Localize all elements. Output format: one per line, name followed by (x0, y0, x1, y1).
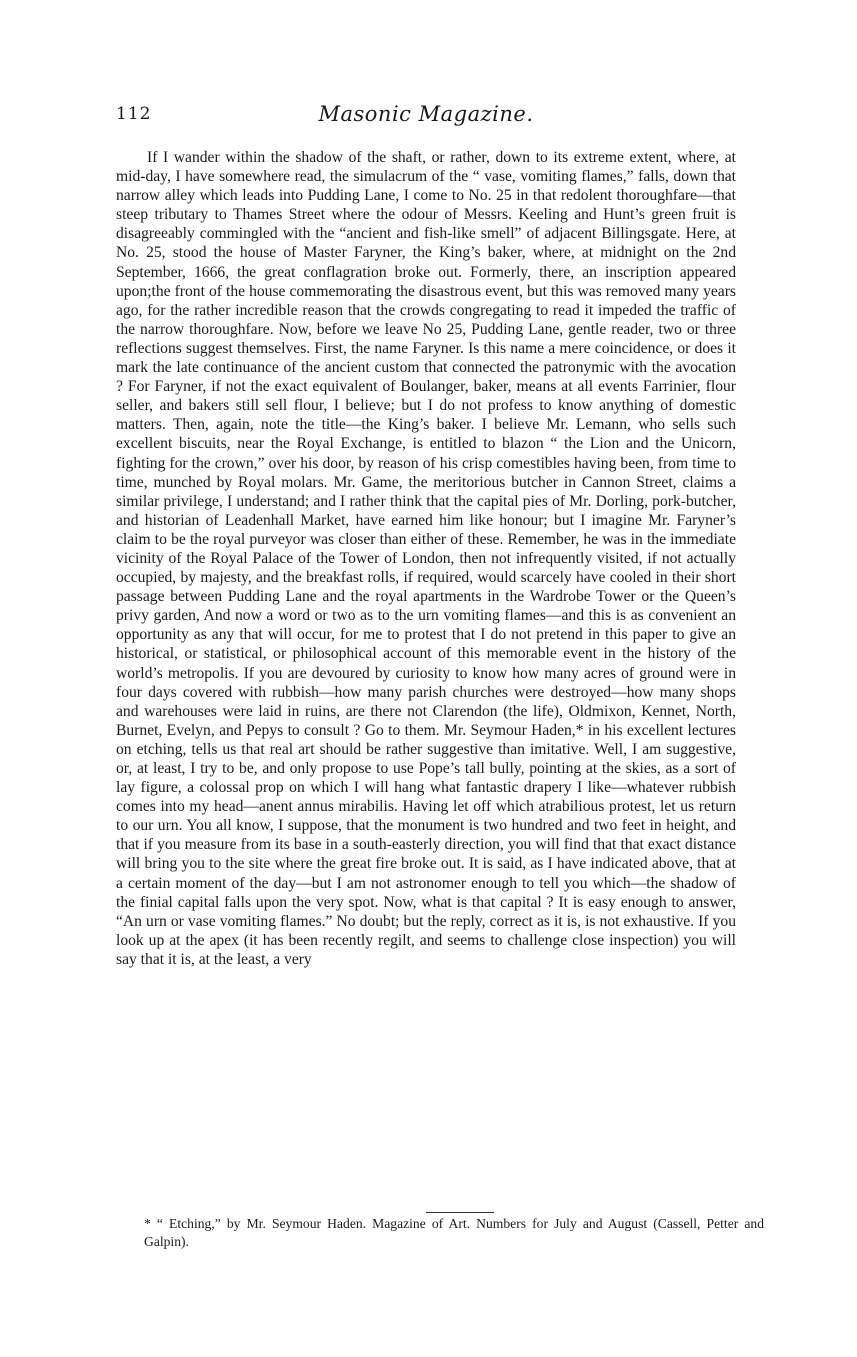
footnote-rule (426, 1212, 494, 1213)
running-head (116, 102, 736, 136)
journal-title: Masonic Magazine. (318, 102, 534, 126)
footnote: * “ Etching,” by Mr. Seymour Haden. Magazine of Art. Numbers for July and August (Cassell, Petter and Galpin). (144, 1216, 764, 1249)
page-number: 112 (116, 104, 152, 124)
article-paragraph: If I wander within the shadow of the shaft, or rather, down to its extreme extent, where, at mid-day, I have somewhere read, the simulacrum of the “ vase, vomiting flames,” falls, down that narrow alley which leads into Pudding Lane, I come to No. 25 in that redolent thoroughfare—that steep tributary to Thames Street where the odour of Messrs. Keeling and Hunt’s green fruit is disagreeably commingled with the “ancient and fish-like smell” of adjacent Billingsgate. Here, at No. 25, stood the house of Master Faryner, the King’s baker, where, at midnight on the 2nd September, 1666, the great conflagration broke out. Formerly, there, an inscription appeared upon;the front of the house commemorating the disastrous event, but this was removed many years ago, for the rather incredible reason that the crowds congregating to read it impeded the traffic of the narrow thoroughfare. Now, before we leave No 25, Pudding Lane, gentle reader, two or three reflections suggest themselves. First, the name Faryner. Is this name a mere coincidence, or does it mark the late continuance of the ancient custom that connected the patronymic with the avocation ? For Faryner, if not the exact equivalent of Boulanger, baker, means at all events Farrinier, flour seller, and bakers still sell flour, I believe; but I do not profess to know anything of domestic matters. Then, again, note the title—the King’s baker. I believe Mr. Lemann, who sells such excellent biscuits, near the Royal Exchange, is entitled to blazon “ the Lion and the Unicorn, fighting for the crown,” over his door, by reason of his crisp comestibles having been, from time to time, munched by Royal molars. Mr. Game, the meritorious butcher in Cannon Street, claims a similar privilege, I understand; and I rather think that the capital pies of Mr. Dorling, pork-butcher, and historian of Leadenhall Market, have earned him like honour; but I imagine Mr. Faryner’s claim to be the royal purveyor was closer than either of these. Remember, he was in the immediate vicinity of the Royal Palace of the Tower of London, then not infrequently visited, if not actually occupied, by majesty, and the breakfast rolls, if required, would scarcely have cooled in their short passage between Pudding Lane and the royal apartments in the Wardrobe Tower or the Queen’s privy garden, And now a word or two as to the urn vomiting flames—and this is as convenient an opportunity as any that will occur, for me to protest that I do not pretend in this paper to give an historical, or statistical, or philosophical account of this memorable event in the history of the world’s metropolis. If you are devoured by curiosity to know how many acres of ground were in four days covered with rubbish—how many parish churches were destroyed—how many shops and warehouses were laid in ruins, are there not Clarendon (the life), Oldmixon, Kennet, North, Burnet, Evelyn, and Pepys to consult ? Go to them. Mr. Seymour Haden,* in his excellent lectures on etching, tells us that real art should be rather suggestive than imitative. Well, I am suggestive, or, at least, I try to be, and only propose to use Pope’s tall bully, pointing at the skies, as a sort of lay figure, a colossal prop on which I will hang what fantastic drapery I like—whatever rubbish comes into my head—anent annus mirabilis. Having let off which atrabilious protest, let us return to our urn. You all know, I suppose, that the monument is two hundred and two feet in height, and that if you measure from its base in a south-easterly direction, you will find that that exact distance will bring you to the site where the great fire broke out. It is said, as I have indicated above, that at a certain moment of the day—but I am not astronomer enough to tell you which—the shadow of the finial capital falls upon the very spot. Now, what is that capital ? It is easy enough to answer, “An urn or vase vomiting flames.” No doubt; but the reply, correct as it is, is not exhaustive. If you look up at the apex (it has been recently regilt, and seems to challenge close inspection) you will say that it is, at the least, a very (116, 149, 736, 968)
